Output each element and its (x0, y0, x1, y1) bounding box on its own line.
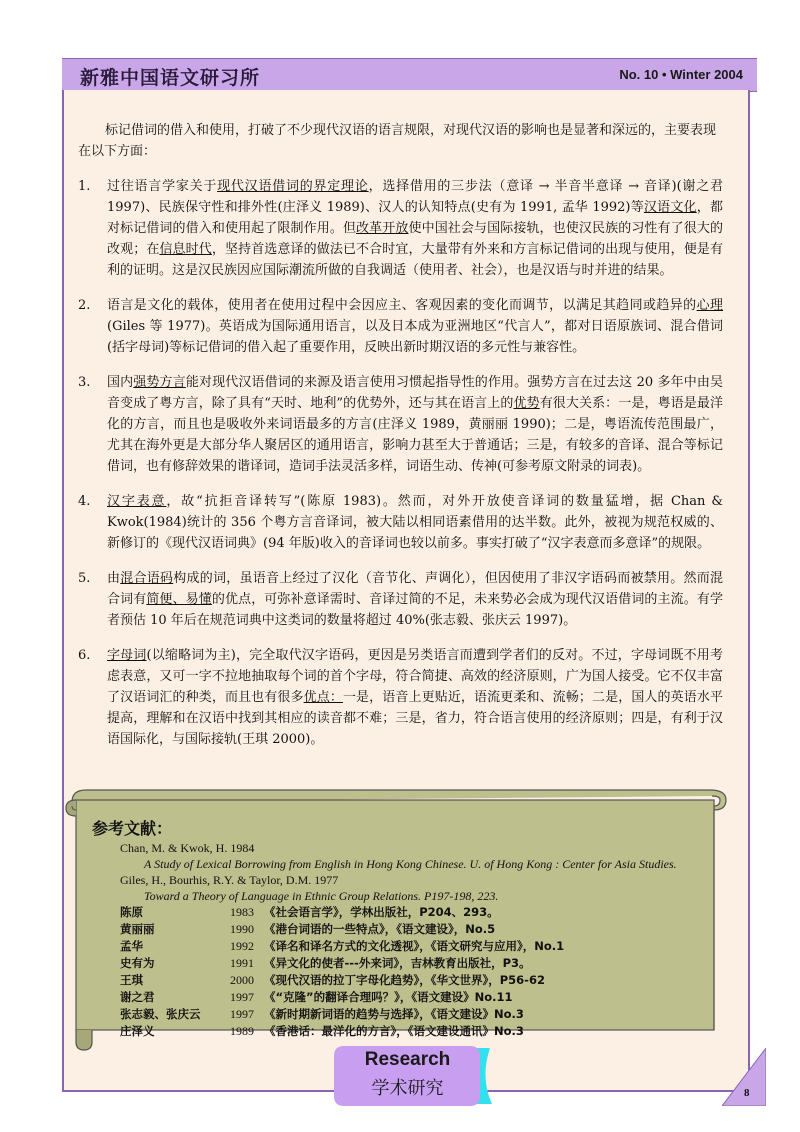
page-header (62, 58, 757, 92)
reference-author: 陈原 (120, 905, 143, 919)
point-text: 构成的词，虽语音上经过了汉化（音节化、声调化），但因使用了非汉字语码而被禁用。然而混合词有 (107, 571, 723, 607)
reference-author: 庄泽义 (120, 1024, 155, 1038)
point-text: 语言是文化的载体，使用者在使用过程中会因应主、客观因素的变化而调节，以满足其趋同或趋异的 (107, 298, 697, 313)
point-text: ，都对标记借词的借入和使用起了限制作用。但 (107, 200, 723, 236)
point-text: 过往语言学家关于 (107, 179, 218, 194)
references-title: 参考文献： (92, 819, 173, 838)
point-text: ，坚持首选意译的做法已不合时宜，大量带有外来和方言标记借词的出现与使用，便是有利的证明。这是汉民族因应国际潮流所做的自我调适（使用者、社会），也是汉语与时并进的结果。 (107, 242, 723, 278)
reference-entry (120, 921, 730, 938)
reference-year: 1990 (230, 922, 254, 936)
point-item (78, 491, 723, 554)
badge-chinese: 学术研究 (371, 1078, 444, 1099)
reference-author: 孟华 (120, 939, 143, 953)
reference-author: 黄丽丽 (120, 922, 155, 936)
reference-author: 张志毅、张庆云 (120, 1007, 201, 1021)
reference-work: 《社会语言学》，学林出版社，P204、293。 (264, 905, 499, 919)
key-term: 混合语码 (120, 571, 174, 586)
point-item (78, 645, 723, 750)
reference-author: 王琪 (120, 973, 143, 987)
point-item (78, 568, 723, 631)
key-term: 优点： (303, 690, 343, 705)
reference-year: 1997 (230, 990, 254, 1004)
reference-year: 1991 (230, 956, 254, 970)
reference-entry (120, 1006, 730, 1023)
point-text: 能对现代汉语借词的来源及语言使用习惯起指导性的作用。强势方言在过去这 20 多年中由吴音变成了粤方言，除了具有“天时、地利”的优势外，还与其在语言上的 (107, 375, 723, 411)
reference-source: A Study of Lexical Borrowing from English in Hong Kong Chinese. U. of Hong Kong : Center for Asia Studies. (144, 857, 677, 871)
reference-work: 《异文化的使者---外来词》，吉林教育出版社，P3。 (264, 956, 531, 970)
reference-entry (120, 989, 730, 1006)
point-number: 2. (78, 298, 91, 313)
point-text: (以缩略词为主)，完全取代汉字语码，更因是另类语言而遭到学者们的反对。不过，字母词既不用考虑表意，又可一字不拉地抽取每个词的首个字母，符合简捷、高效的经济原则，广为国人接受。它不仅丰富了汉语词汇的种类，而且也有很多 (107, 648, 723, 705)
page-number: 8 (744, 1087, 750, 1099)
reference-author: 谢之君 (120, 990, 155, 1004)
key-term: 强势方言 (133, 375, 186, 390)
reference-year: 1992 (230, 939, 254, 953)
key-term: 现代汉语借词的界定理论 (217, 179, 369, 194)
point-list (78, 176, 723, 750)
reference-work: 《现代汉语的拉丁字母化趋势》，《华文世界》，P56-62 (264, 973, 545, 987)
point-number: 6. (78, 648, 91, 663)
reference-entry (120, 938, 730, 955)
point-text: 的优点，可弥补意译需时、音译过简的不足，未来势必会成为现代汉语借词的主流。有学者预估 10 年后在规范词典中这类词的数量将超过 40%(张志毅、张庆云 1997)。 (107, 592, 723, 628)
reference-work: 《新时期新词语的趋势与选择》，《语文建设》No.3 (264, 1007, 524, 1021)
key-term: 字母词 (107, 648, 147, 663)
reference-work: 《译名和译名方式的文化透视》，《语文研究与应用》，No.1 (264, 939, 565, 953)
point-text: 使中国社会与国际接轨，也使汉民族的习性有了很大的改观；在 (107, 221, 723, 257)
point-number: 5. (78, 571, 91, 586)
key-term: 简便、易懂 (146, 592, 212, 607)
point-item (78, 176, 723, 281)
reference-author: 史有为 (120, 956, 155, 970)
point-text: (Giles 等 1977)。英语成为国际通用语言，以及日本成为亚洲地区“代言人”，都对日语原族词、混合借词(括字母词)等标记借词的借入起了重要作用，反映出新时期汉语的多元性与兼容性。 (107, 319, 723, 355)
key-term: 改革开放 (356, 221, 409, 236)
point-text: 一是，语音上更贴近，语流更柔和、流畅；二是，国人的英语水平提高，理解和在汉语中找到其相应的读音都不难；三是，省力，符合语言使用的经济原则；四是，有利于汉语国际化，与国际接轨(王琪 2000)。 (107, 690, 723, 747)
point-number: 4. (78, 494, 91, 509)
reference-entry: Giles, H., Bourhis, R.Y. & Taylor, D.M. 1977 (120, 873, 339, 887)
key-term: 优势 (513, 396, 540, 411)
reference-work: 《“克隆”的翻译合理吗？》，《语文建设》No.11 (264, 990, 513, 1004)
point-number: 1. (78, 179, 91, 194)
key-term: 汉语文化 (643, 200, 697, 215)
key-term: 信息时代 (159, 242, 212, 257)
magazine-title: 新雅中国语文研习所 (80, 67, 261, 89)
reference-work: 《港台词语的一些特点》，《语文建设》，No.5 (264, 922, 496, 936)
reference-year: 1997 (230, 1007, 254, 1021)
reference-entry (120, 955, 730, 972)
key-term: 汉字表意 (107, 494, 167, 509)
point-text: 有很大关系：一是，粤语是最洋化的方言，而且也是吸收外来词语最多的方言(庄泽义 1989，黄丽丽 1990)；二是，粤语流传范围最广，尤其在海外更是大部分华人聚居区的通用语言，影响力甚至大于普通话；三是，有较多的音译、混合等标记借词，也有修辞效果的谐译词，造词手法灵活多样，词语生动、传神(可参考原文附录的词表)。 (107, 396, 723, 474)
reference-entry (120, 1023, 730, 1040)
reference-work: 《香港话：最洋化的方言》，《语文建设通讯》No.3 (264, 1024, 524, 1038)
point-item (78, 372, 723, 477)
reference-source: Toward a Theory of Language in Ethnic Group Relations. P197-198, 223. (144, 889, 499, 903)
issue-label: No. 10 • Winter 2004 (619, 67, 743, 82)
reference-entry: Chan, M. & Kwok, H. 1984 (120, 841, 255, 855)
article-body (78, 120, 723, 764)
point-number: 3. (78, 375, 91, 390)
reference-year: 1989 (230, 1024, 254, 1038)
intro-paragraph: 标记借词的借入和使用，打破了不少现代汉语的语言规限，对现代汉语的影响也是显著和深远的，主要表现在以下方面： (78, 123, 717, 159)
badge-english: Research (364, 1049, 451, 1070)
point-text: ，故“抗拒音译转写”(陈原 1983)。然而，对外开放使音译词的数量猛增，据 Chan & Kwok(1984)统计的 356 个粤方言音译词，被大陆以相同语素借用的达半数。此外，被视为规范权威的、新修订的《现代汉语词典》(94 年版)收入的音译词也较以前多。事实打破了“汉字表意而多意译”的规限。 (107, 494, 723, 551)
reference-year: 1983 (230, 905, 254, 919)
point-text: ，选择借用的三步法（意译 → 半音半意译 → 音译)(谢之君 1997)、民族保守性和排外性(庄泽义 1989)、汉人的认知特点(史有为 1991, 孟华 1992)等 (107, 179, 723, 215)
reference-entry (120, 972, 730, 989)
key-term: 心理 (696, 298, 723, 313)
references-list (120, 840, 730, 1040)
point-text: 由 (107, 571, 121, 586)
point-text: 国内 (107, 375, 134, 390)
point-item (78, 295, 723, 358)
reference-entry (120, 904, 730, 921)
reference-year: 2000 (230, 973, 254, 987)
